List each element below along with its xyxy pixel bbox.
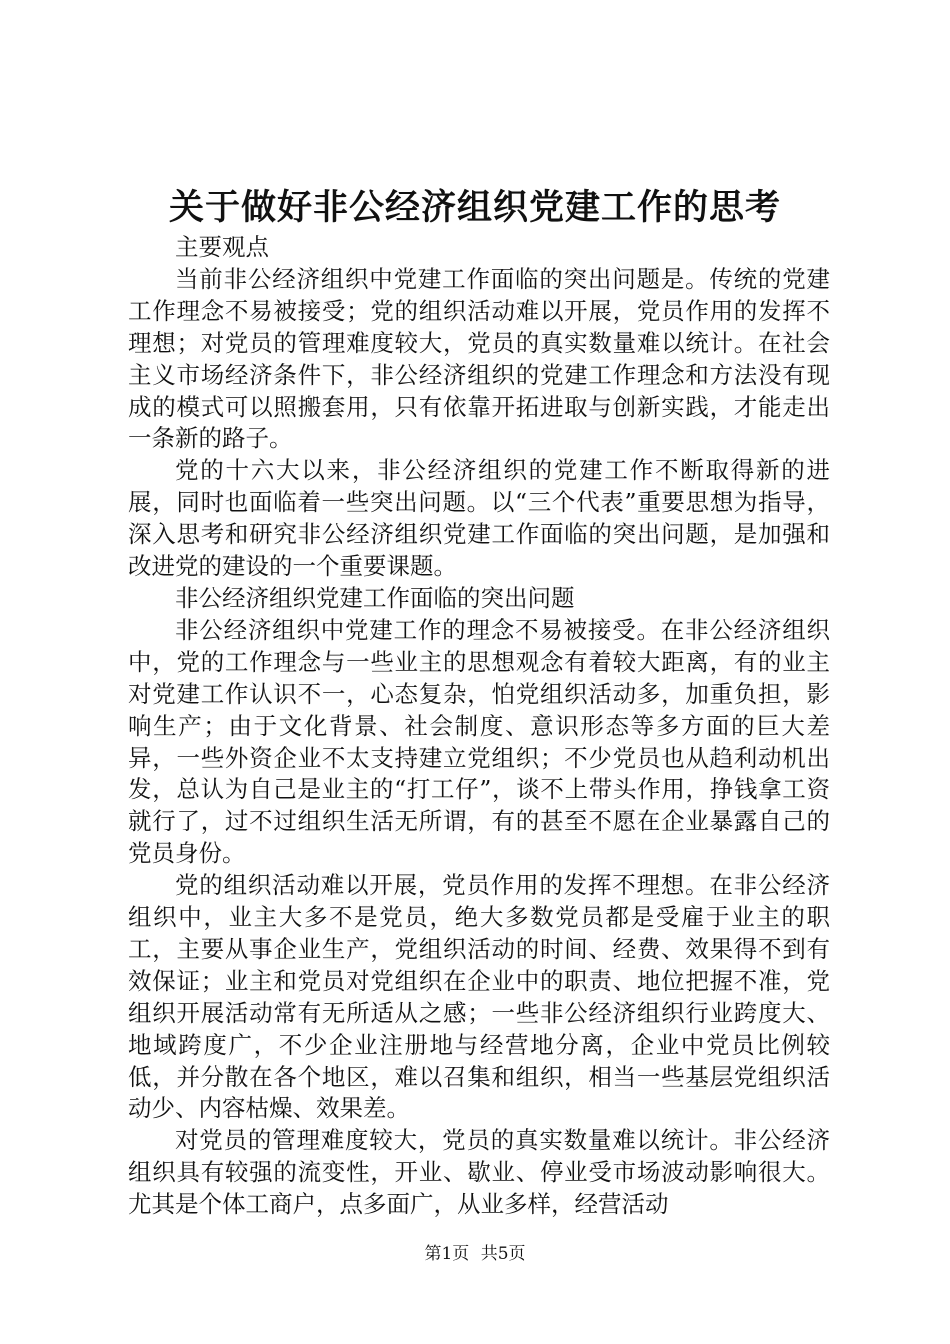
page-number: 第1页: [424, 1244, 470, 1264]
page-total: 共5页: [480, 1244, 526, 1264]
paragraph: 党的十六大以来，非公经济组织的党建工作不断取得新的进展，同时也面临着一些突出问题。以“三个代表”重要思想为指导，深入思考和研究非公经济组织党建工作面临的突出问题，是加强和改进党的建设的一个重要课题。: [128, 456, 830, 581]
section-heading-main-points: 主要观点: [175, 233, 269, 261]
paragraph: 党的组织活动难以开展，党员作用的发挥不理想。在非公经济组织中，业主大多不是党员，绝大多数党员都是受雇于业主的职工，主要从事企业生产，党组织活动的时间、经费、效果得不到有效保证；业主和党员对党组织在企业中的职责、地位把握不准，党组织开展活动常有无所适从之感；一些非公经济组织行业跨度大、地域跨度广，不少企业注册地与经营地分离，企业中党员比例较低，并分散在各个地区，难以召集和组织，相当一些基层党组织活动少、内容枯燥、效果差。: [128, 871, 830, 1123]
page-footer: [0, 1242, 950, 1266]
document-body: [128, 232, 830, 1221]
paragraph: 对党员的管理难度较大，党员的真实数量难以统计。非公经济组织具有较强的流变性，开业、歇业、停业受市场波动影响很大。尤其是个体工商户，点多面广，从业多样，经营活动: [128, 1126, 830, 1219]
paragraph: 当前非公经济组织中党建工作面临的突出问题是。传统的党建工作理念不易被接受；党的组织活动难以开展，党员作用的发挥不理想；对党员的管理难度较大，党员的真实数量难以统计。在社会主义市场经济条件下，非公经济组织的党建工作理念和方法没有现成的模式可以照搬套用，只有依靠开拓进取与创新实践，才能走出一条新的路子。: [128, 264, 830, 453]
document-title: 关于做好非公经济组织党建工作的思考: [168, 187, 781, 228]
paragraph: 非公经济组织中党建工作的理念不易被接受。在非公经济组织中，党的工作理念与一些业主的思想观念有着较大距离，有的业主对党建工作认识不一，心态复杂，怕党组织活动多，加重负担，影响生产；由于文化背景、社会制度、意识形态等多方面的巨大差异，一些外资企业不太支持建立党组织；不少党员也从趋利动机出发，总认为自己是业主的“打工仔”，谈不上带头作用，挣钱拿工资就行了，过不过组织生活无所谓，有的甚至不愿在企业暴露自己的党员身份。: [128, 615, 830, 868]
section-heading-problems: 非公经济组织党建工作面临的突出问题: [175, 583, 575, 612]
